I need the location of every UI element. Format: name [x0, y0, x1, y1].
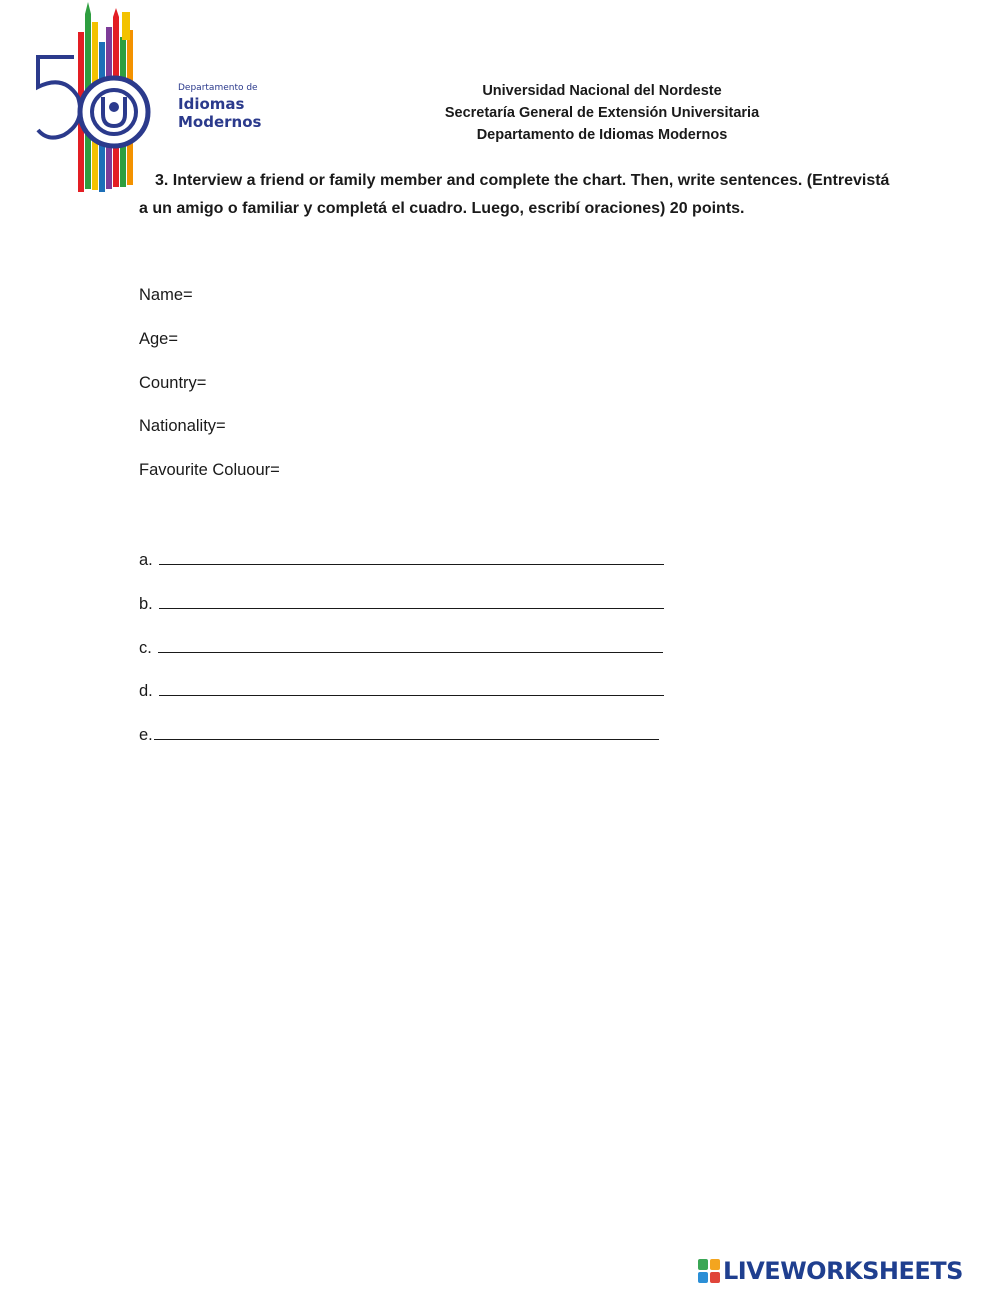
field-label: Age=	[139, 329, 178, 348]
field-label: Favourite Coluour=	[139, 461, 280, 479]
liveworksheets-brand	[698, 1256, 963, 1286]
field-label: Nationality=	[139, 417, 226, 436]
interview-fields	[139, 283, 280, 502]
answer-blank[interactable]	[158, 634, 663, 653]
answer-letter: c.	[139, 638, 152, 657]
instruction-line-2: a un amigo o familiar y completá el cuadro. Luego, escribí oraciones) 20 points.	[139, 200, 745, 217]
field-label: Name=	[139, 286, 193, 304]
header-university: Universidad Nacional del Nordeste	[482, 83, 722, 99]
field-country[interactable]	[139, 371, 280, 415]
answer-letter: a.	[139, 551, 153, 569]
exercise-instruction	[139, 167, 969, 223]
field-age[interactable]	[139, 327, 280, 371]
answer-line-e	[139, 721, 664, 765]
logo-name-line2: Modernos	[178, 113, 262, 131]
answer-line-a	[139, 546, 664, 590]
answer-letter: d.	[139, 682, 153, 701]
instruction-line-1: 3. Interview a friend or family member and complete the chart. Then, write sentences. (Entrevistá	[155, 172, 890, 189]
logo-name-line1: Idiomas	[178, 95, 245, 113]
logo-department-label: Departamento de	[178, 83, 258, 93]
field-name[interactable]	[139, 283, 280, 327]
sentence-answers	[139, 546, 664, 765]
answer-blank[interactable]	[159, 546, 664, 565]
answer-line-d	[139, 677, 664, 721]
header-department: Departamento de Idiomas Modernos	[476, 127, 728, 143]
answer-blank[interactable]	[154, 721, 659, 740]
field-favourite-colour[interactable]	[139, 458, 280, 502]
answer-blank[interactable]	[159, 677, 664, 696]
institution-header	[402, 80, 802, 146]
logo-wordmark	[178, 84, 261, 133]
field-label: Country=	[139, 373, 207, 392]
liveworksheets-icon	[698, 1259, 720, 1283]
answer-blank[interactable]	[159, 590, 664, 609]
header-secretariat: Secretaría General de Extensión Universitaria	[444, 105, 760, 121]
liveworksheets-wordmark: LIVEWORKSHEETS	[723, 1257, 963, 1285]
answer-letter: e.	[139, 726, 153, 744]
answer-line-b	[139, 590, 664, 634]
field-nationality[interactable]	[139, 414, 280, 458]
answer-letter: b.	[139, 594, 153, 613]
answer-line-c	[139, 634, 664, 678]
